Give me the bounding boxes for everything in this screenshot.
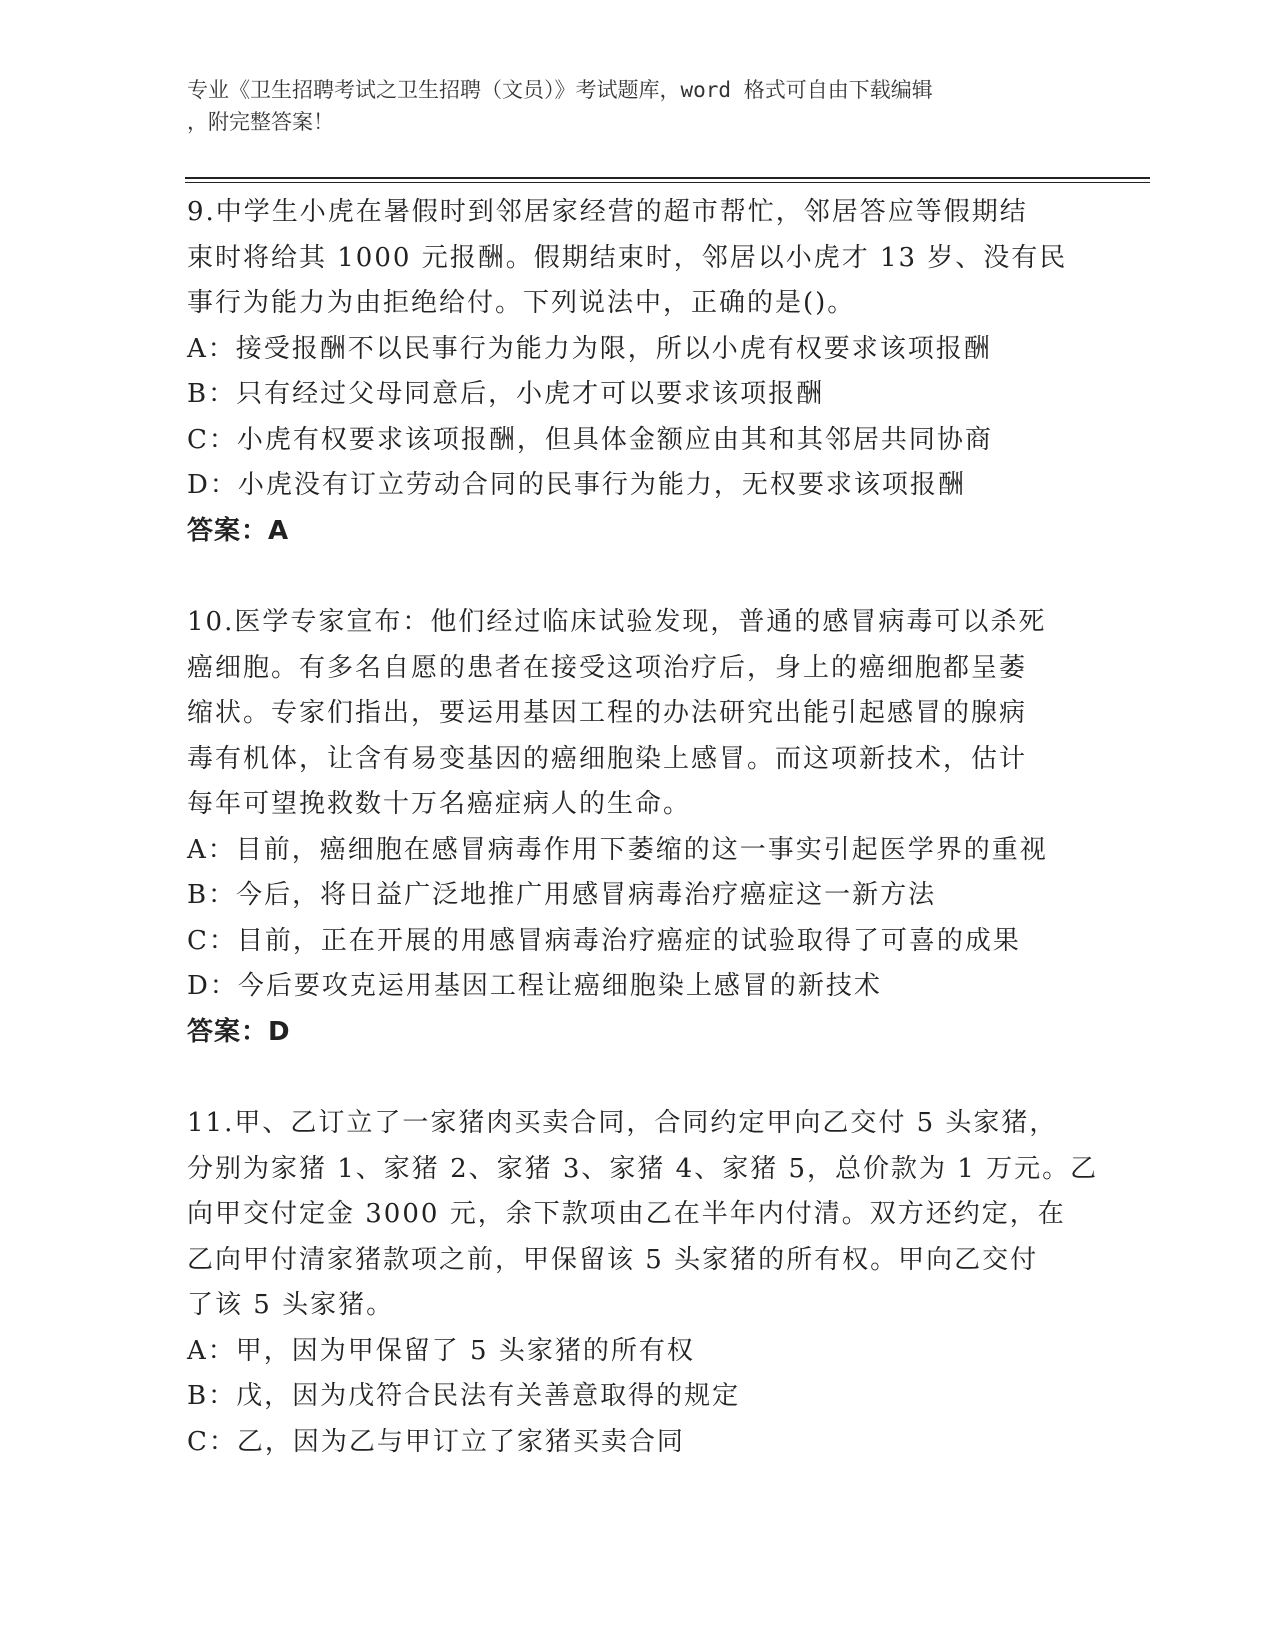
option-d: D：今后要攻克运用基因工程让癌细胞染上感冒的新技术 xyxy=(187,971,882,1001)
spacer xyxy=(187,554,1087,600)
question-text-line: 9.中学生小虎在暑假时到邻居家经营的超市帮忙，邻居答应等假期结 xyxy=(187,197,1028,227)
question-text-line: 分别为家猪 1、家猪 2、家猪 3、家猪 4、家猪 5，总价款为 1 万元。乙 xyxy=(187,1153,1099,1184)
document-body xyxy=(187,190,1099,1465)
option-a: A：甲，因为甲保留了 5 头家猪的所有权 xyxy=(187,1335,695,1366)
option-c: C：目前，正在开展的用感冒病毒治疗癌症的试验取得了可喜的成果 xyxy=(187,925,1021,956)
option-b: B：今后，将日益广泛地推广用感冒病毒治疗癌症这一新方法 xyxy=(187,880,937,910)
question-9 xyxy=(187,190,1087,554)
document-header xyxy=(187,74,1067,138)
question-11 xyxy=(187,1101,1099,1465)
spacer xyxy=(187,1055,1087,1101)
answer-label: 答案：D xyxy=(187,1016,291,1047)
option-a: A：目前，癌细胞在感冒病毒作用下萎缩的这一事实引起医学界的重视 xyxy=(187,834,1048,865)
question-text-line: 乙向甲付清家猪款项之前，甲保留该 5 头家猪的所有权。甲向乙交付 xyxy=(187,1244,1039,1275)
header-divider-thin xyxy=(185,182,1150,183)
question-text-line: 毒有机体，让含有易变基因的癌细胞染上感冒。而这项新技术，估计 xyxy=(187,743,1028,774)
question-text-line: 癌细胞。有多名自愿的患者在接受这项治疗后，身上的癌细胞都呈萎 xyxy=(187,652,1028,683)
option-b: B：戊，因为戊符合民法有关善意取得的规定 xyxy=(187,1381,741,1411)
question-text-line: 每年可望挽救数十万名癌症病人的生命。 xyxy=(187,789,692,819)
option-a: A：接受报酬不以民事行为能力为限，所以小虎有权要求该项报酬 xyxy=(187,333,992,364)
option-c: C：小虎有权要求该项报酬，但具体金额应由其和其邻居共同协商 xyxy=(187,424,993,455)
question-text-line: 束时将给其 1000 元报酬。假期结束时，邻居以小虎才 13 岁、没有民 xyxy=(187,242,1068,273)
option-c: C：乙，因为乙与甲订立了家猪买卖合同 xyxy=(187,1426,685,1457)
question-text-line: 缩状。专家们指出，要运用基因工程的办法研究出能引起感冒的腺病 xyxy=(187,698,1028,728)
header-divider-thick xyxy=(185,177,1150,179)
question-text-line: 向甲交付定金 3000 元，余下款项由乙在半年内付清。双方还约定，在 xyxy=(187,1199,1066,1229)
answer-label: 答案：A xyxy=(187,515,290,546)
header-line: 专业《卫生招聘考试之卫生招聘（文员）》考试题库，word 格式可自由下载编辑 xyxy=(187,78,933,102)
question-text-line: 事行为能力为由拒绝给付。下列说法中，正确的是()。 xyxy=(187,288,856,318)
question-text-line: 了该 5 头家猪。 xyxy=(187,1290,395,1320)
question-text-line: 10.医学专家宣布：他们经过临床试验发现，普通的感冒病毒可以杀死 xyxy=(187,607,1047,637)
header-line: ，附完整答案！ xyxy=(187,110,334,134)
option-b: B：只有经过父母同意后，小虎才可以要求该项报酬 xyxy=(187,379,825,409)
question-10 xyxy=(187,600,1087,1055)
option-d: D：小虎没有订立劳动合同的民事行为能力，无权要求该项报酬 xyxy=(187,470,966,500)
question-text-line: 11.甲、乙订立了一家猪肉买卖合同，合同约定甲向乙交付 5 头家猪， xyxy=(187,1108,1058,1138)
